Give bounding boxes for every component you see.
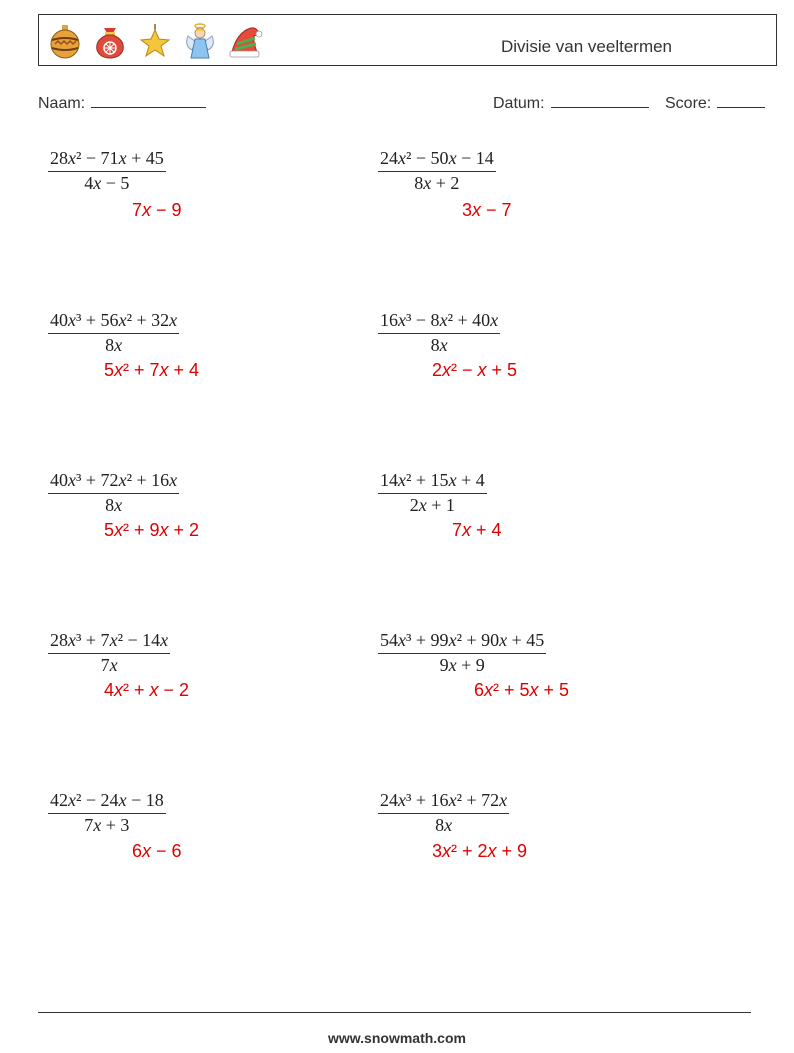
numerator: 42x² − 24x − 18	[48, 790, 166, 814]
star-icon	[137, 22, 173, 60]
denominator: 7x	[100, 655, 118, 675]
santa-hat-icon	[227, 22, 263, 60]
denominator: 8x	[435, 815, 453, 835]
answer-7: 4x² + x − 2	[104, 680, 190, 700]
footer-site: www.snowmath.com	[328, 1030, 466, 1046]
numerator: 40x³ + 72x² + 16x	[48, 470, 179, 494]
numerator: 24x³ + 16x² + 72x	[378, 790, 509, 814]
problem-2	[378, 148, 496, 194]
angel-icon	[182, 22, 218, 60]
date-field	[493, 93, 649, 113]
answer-8: 6x² + 5x + 5	[474, 680, 570, 700]
denominator: 9x + 9	[439, 655, 485, 675]
score-field	[665, 93, 765, 113]
problem-10	[378, 790, 509, 836]
date-line	[551, 93, 649, 108]
problem-4	[378, 310, 500, 356]
score-line	[717, 93, 765, 108]
denominator: 2x + 1	[409, 495, 455, 515]
denominator: 4x − 5	[84, 173, 130, 193]
name-line	[91, 93, 206, 108]
score-label: Score:	[665, 95, 712, 112]
problem-8	[378, 630, 546, 676]
denominator: 7x + 3	[84, 815, 130, 835]
answer-5: 5x² + 9x + 2	[104, 520, 200, 540]
answer-6: 7x + 4	[452, 520, 502, 540]
icon-row	[47, 22, 263, 60]
date-label: Datum:	[493, 95, 545, 112]
ornament-ball-icon	[47, 22, 83, 60]
worksheet-header	[38, 14, 777, 66]
problem-6	[378, 470, 487, 516]
problem-7	[48, 630, 170, 676]
numerator: 16x³ − 8x² + 40x	[378, 310, 500, 334]
numerator: 14x² + 15x + 4	[378, 470, 487, 494]
numerator: 24x² − 50x − 14	[378, 148, 496, 172]
problem-3	[48, 310, 179, 356]
numerator: 40x³ + 56x² + 32x	[48, 310, 179, 334]
numerator: 28x³ + 7x² − 14x	[48, 630, 170, 654]
numerator: 28x² − 71x + 45	[48, 148, 166, 172]
problem-1	[48, 148, 166, 194]
name-field	[38, 93, 206, 113]
answer-2: 3x − 7	[462, 200, 512, 220]
denominator: 8x + 2	[414, 173, 460, 193]
answer-10: 3x² + 2x + 9	[432, 841, 528, 861]
gift-sack-icon	[92, 22, 128, 60]
denominator: 8x	[105, 335, 123, 355]
answer-9: 6x − 6	[132, 841, 182, 861]
problem-9	[48, 790, 166, 836]
answer-3: 5x² + 7x + 4	[104, 360, 200, 380]
denominator: 8x	[430, 335, 448, 355]
worksheet-title: Divisie van veeltermen	[501, 37, 673, 56]
problem-5	[48, 470, 179, 516]
numerator: 54x³ + 99x² + 90x + 45	[378, 630, 546, 654]
footer-divider	[38, 1012, 751, 1013]
answer-4: 2x² − x + 5	[432, 360, 518, 380]
answer-1: 7x − 9	[132, 200, 182, 220]
name-label: Naam:	[38, 95, 86, 112]
denominator: 8x	[105, 495, 123, 515]
